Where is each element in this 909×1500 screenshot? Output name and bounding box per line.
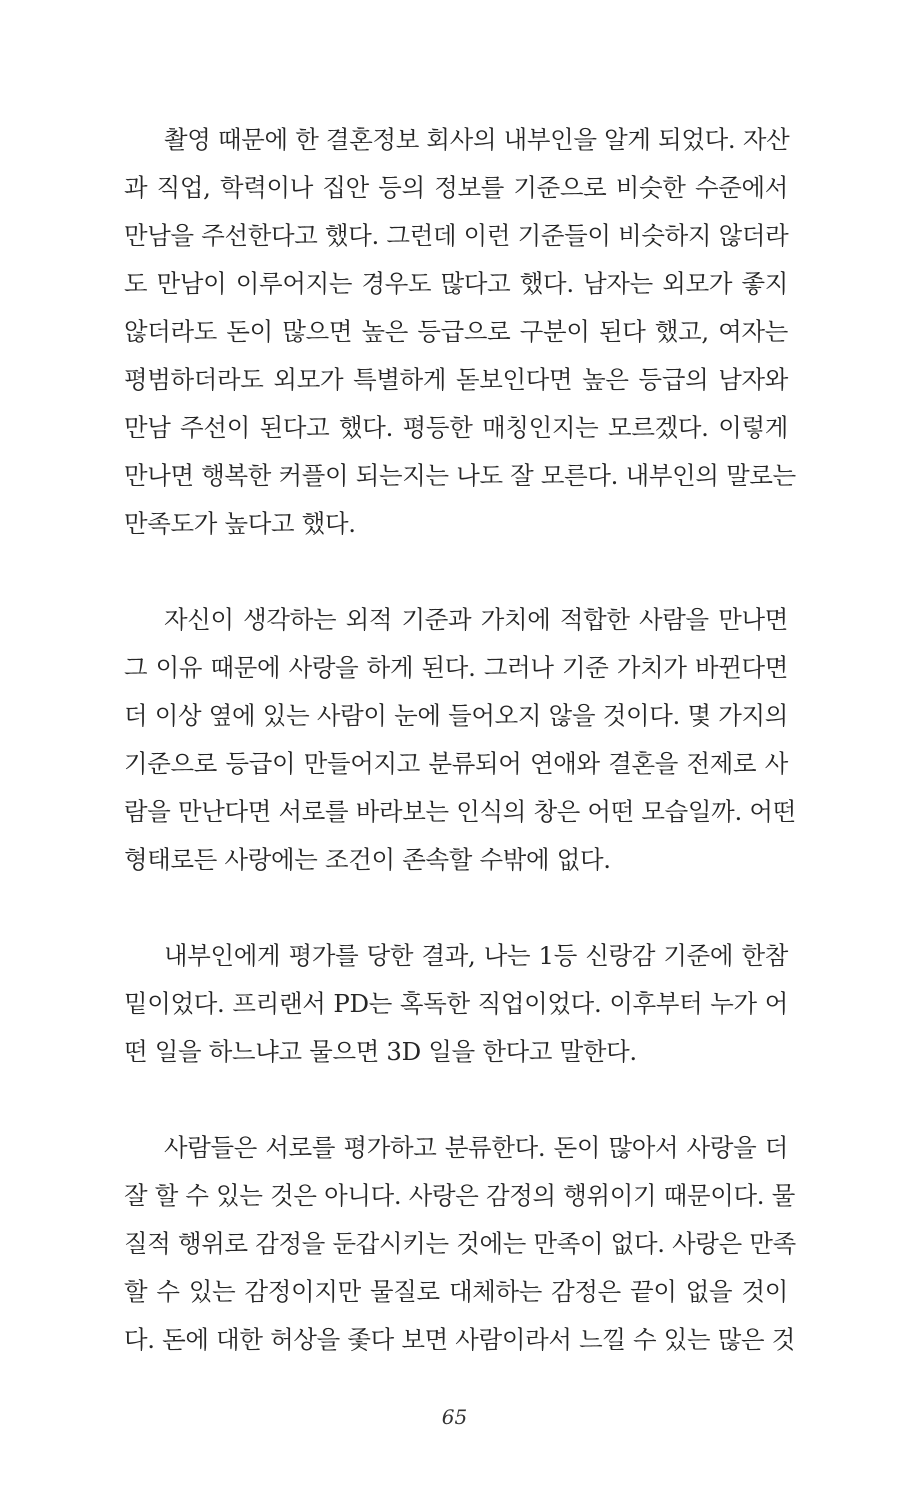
text-line: 만족도가 높다고 했다. <box>124 509 356 538</box>
text-line: 다. 돈에 대한 허상을 좇다 보면 사람이라서 느낄 수 있는 많은 것 <box>124 1325 795 1354</box>
text-line: 만남 주선이 된다고 했다. 평등한 매칭인지는 모르겠다. 이렇게 <box>124 413 788 442</box>
body-text <box>124 116 796 1364</box>
text-line: 잘 할 수 있는 것은 아니다. 사랑은 감정의 행위이기 때문이다. 물 <box>124 1181 795 1210</box>
text-line: 떤 일을 하느냐고 물으면 3D 일을 한다고 말한다. <box>124 1037 637 1066</box>
text-line: 그 이유 때문에 사랑을 하게 된다. 그러나 기준 가치가 바뀐다면 <box>124 653 788 682</box>
text-line: 할 수 있는 감정이지만 물질로 대체하는 감정은 끝이 없을 것이 <box>124 1277 788 1306</box>
page-number: 65 <box>441 1405 468 1429</box>
paragraph-3 <box>124 932 788 1076</box>
text-line: 사람들은 서로를 평가하고 분류한다. 돈이 많아서 사랑을 더 <box>164 1133 788 1162</box>
text-line: 형태로든 사랑에는 조건이 존속할 수밖에 없다. <box>124 845 611 874</box>
paragraph-4 <box>124 1124 796 1364</box>
text-line: 않더라도 돈이 많으면 높은 등급으로 구분이 된다 했고, 여자는 <box>124 317 788 346</box>
text-line: 기준으로 등급이 만들어지고 분류되어 연애와 결혼을 전제로 사 <box>124 749 788 778</box>
paragraph-2 <box>124 596 796 884</box>
text-line: 도 만남이 이루어지는 경우도 많다고 했다. 남자는 외모가 좋지 <box>124 269 788 298</box>
text-line: 과 직업, 학력이나 집안 등의 정보를 기준으로 비슷한 수준에서 <box>124 173 788 202</box>
text-line: 질적 행위로 감정을 둔갑시키는 것에는 만족이 없다. 사랑은 만족 <box>124 1229 796 1258</box>
text-line: 만나면 행복한 커플이 되는지는 나도 잘 모른다. 내부인의 말로는 <box>124 461 796 490</box>
text-line: 내부인에게 평가를 당한 결과, 나는 1등 신랑감 기준에 한참 <box>164 941 788 970</box>
text-line: 촬영 때문에 한 결혼정보 회사의 내부인을 알게 되었다. 자산 <box>164 125 790 154</box>
paragraph-gap <box>124 1076 788 1124</box>
paragraph-gap <box>124 548 788 596</box>
paragraph-1 <box>124 116 796 548</box>
text-line: 평범하더라도 외모가 특별하게 돋보인다면 높은 등급의 남자와 <box>124 365 788 394</box>
text-line: 만남을 주선한다고 했다. 그런데 이런 기준들이 비슷하지 않더라 <box>124 221 789 250</box>
text-line: 밑이었다. 프리랜서 PD는 혹독한 직업이었다. 이후부터 누가 어 <box>124 989 788 1018</box>
text-line: 자신이 생각하는 외적 기준과 가치에 적합한 사람을 만나면 <box>164 605 788 634</box>
text-line: 람을 만난다면 서로를 바라보는 인식의 창은 어떤 모습일까. 어떤 <box>124 797 796 826</box>
text-line: 더 이상 옆에 있는 사람이 눈에 들어오지 않을 것이다. 몇 가지의 <box>124 701 788 730</box>
paragraph-gap <box>124 884 788 932</box>
